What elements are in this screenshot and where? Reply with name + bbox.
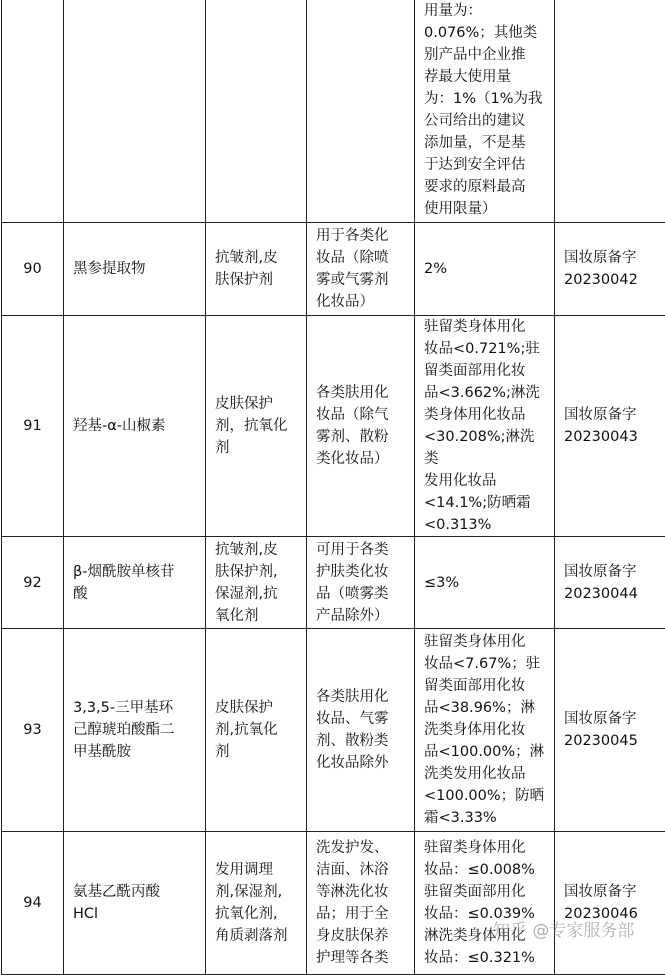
ingredient-function: 皮肤保护 剂，抗氧化 剂	[206, 316, 307, 537]
ingredient-function: 皮肤保护 剂,抗氧化 剂	[206, 629, 307, 832]
registration-number: 国妆原备字 20230042	[555, 223, 665, 316]
ingredient-name: 3,3,5-三甲基环 己醇琥珀酸酯二 甲基酰胺	[64, 629, 206, 832]
registration-number: 国妆原备字 20230046	[555, 832, 665, 975]
table-row	[2, 0, 665, 223]
registration-number: 国妆原备字 20230044	[555, 537, 665, 629]
registration-number	[555, 0, 665, 223]
ingredient-name	[64, 0, 206, 223]
usage-scope: 洗发护发、 洁面、沐浴 等淋洗化妆 品；用于全 身皮肤保养 护理等各类	[307, 832, 415, 975]
usage-limit: 用量为： 0.076%；其他类 别产品中企业推 荐最大使用量 为：1%（1%为我 公司给出的建议 添加量，不是基 于达到安全评估 要求的原料最高 使用限量）	[415, 0, 555, 223]
table-row	[2, 832, 665, 975]
ingredient-name: β-烟酰胺单核苷 酸	[64, 537, 206, 629]
usage-limit: 驻留类身体用化 妆品：≤0.008% 驻留类面部用化 妆品：≤0.039% 淋洗类身体用化 妆品：≤0.321%	[415, 832, 555, 975]
ingredient-name: 黑参提取物	[64, 223, 206, 316]
row-number	[2, 0, 64, 223]
ingredient-name: 氨基乙酰丙酸 HCl	[64, 832, 206, 975]
row-number: 92	[2, 537, 64, 629]
usage-scope	[307, 0, 415, 223]
table-row	[2, 537, 665, 629]
usage-limit: 2%	[415, 223, 555, 316]
usage-limit: 驻留类身体用化 妆品<0.721%;驻 留类面部用化妆 品<3.662%;淋洗 类身体用化妆品 <30.208%;淋洗类 发用化妆品 <14.1%;防晒霜 <0.313%	[415, 316, 555, 537]
usage-scope: 各类肤用化 妆品、气雾 剂、散粉类 化妆品除外	[307, 629, 415, 832]
ingredient-name: 羟基-α-山椒素	[64, 316, 206, 537]
registration-number: 国妆原备字 20230043	[555, 316, 665, 537]
table-row	[2, 629, 665, 832]
row-number: 94	[2, 832, 64, 975]
watermark: 知乎 @专家服务部	[493, 916, 634, 941]
ingredient-function: 发用调理 剂,保湿剂, 抗氧化剂, 角质剥落剂	[206, 832, 307, 975]
table-row	[2, 223, 665, 316]
usage-scope: 可用于各类 护肤类化妆 品（喷雾类 产品除外）	[307, 537, 415, 629]
ingredient-function: 抗皱剂,皮 肤保护剂	[206, 223, 307, 316]
usage-limit: 驻留类身体用化 妆品<7.67%；驻 留类面部用化妆 品<38.96%；淋 洗类身体用化妆 品<100.00%；淋 洗类发用化妆品 <100.00%；防晒 霜<3.33%	[415, 629, 555, 832]
ingredient-function	[206, 0, 307, 223]
registration-number: 国妆原备字 20230045	[555, 629, 665, 832]
usage-limit: ≤3%	[415, 537, 555, 629]
row-number: 93	[2, 629, 64, 832]
ingredient-table	[1, 0, 665, 975]
table-row	[2, 316, 665, 537]
usage-scope: 各类肤用化 妆品（除气 雾剂、散粉 类化妆品）	[307, 316, 415, 537]
row-number: 91	[2, 316, 64, 537]
ingredient-function: 抗皱剂,皮 肤保护剂, 保湿剂,抗 氧化剂	[206, 537, 307, 629]
row-number: 90	[2, 223, 64, 316]
usage-scope: 用于各类化 妆品（除喷 雾或气雾剂 化妆品）	[307, 223, 415, 316]
